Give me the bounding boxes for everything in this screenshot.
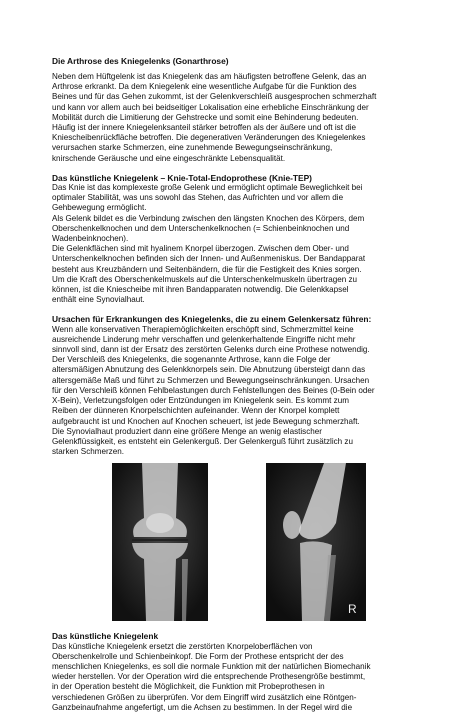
xray-side-marker: R [348,602,357,617]
tep-paragraph: Das Knie ist das komplexeste große Gelenk und ermöglicht optimale Beweglichkeit bei optimaler Stabilität, was uns sowohl das Stehen, das Aufrichten und vor allem die Gehbewegung ermöglicht. Als Gelenk bildet es die Verbindung zwischen den längsten Knochen des Körpers, dem Oberschenkelknochen und dem Unterschenkelknochen (= Schienbeinknochen und Wadenbeinknochen). Die Gelenkflächen sind mit hyalinem Knorpel überzogen. Zwischen dem Ober- und Unterschenkelknochen befinden sich der Innen- und Außenmeniskus. Der Bandapparat besteht aus Kreuzbändern und Seitenbändern, die für die Festigkeit des Knies sorgen. Um die Kraft des Oberschenkelmuskels auf die Unterschenkelmuskeln übertragen zu können, ist die Kniescheibe mit ihren Bandapparaten notwendig. Die Gelenkkapsel enthält eine Synovialhaut. [52,183,366,305]
causes-paragraph: Wenn alle konservativen Therapiemöglichkeiten erschöpft sind, Schmerzmittel keine ausreichende Linderung mehr verschaffen und gelenkerhaltende Eingriffe nicht mehr sinnvoll sind, dann ist der Ersatz des zerstörten Gelenks durch eine Prothese notwendig. Der Verschleiß des Kniegelenks, die sogenannte Arthrose, kann die Folge der altersmäßigen Abnutzung des Gelenkknorpels sein. Die Abnutzung übersteigt dann das altersgemäße Maß und führt zu Schmerzen und Bewegungseinschränkungen. Ursachen für den Verschleiß können Fehlbelastungen durch Fehlstellungen des Beines (0-Bein oder X-Bein), Verletzungsfolgen oder Entzündungen im Kniegelenk sein. Es kommt zum Reiben der dünneren Knorpelschichten aufeinander. Wenn der Knorpel komplett aufgebraucht ist und Knochen auf Knochen scheuert, ist jede Bewegung schmerzhaft. Die Synovialhaut produziert dann eine größere Menge an wenig elastischer Gelenkflüssigkeit, es entsteht ein Gelenkerguß. Der Gelenkerguß führt zusätzlich zu starken Schmerzen. [52,324,375,457]
knee-xray-side-image [266,463,366,621]
page-title: Die Arthrose des Kniegelenks (Gonarthrose) [52,56,229,66]
tep-heading: Das künstliche Kniegelenk – Knie-Total-Endoprothese (Knie-TEP) [52,172,312,183]
xray-figures [52,463,404,625]
artificial-knee-heading: Das künstliche Kniegelenk [52,631,159,642]
intro-paragraph: Neben dem Hüftgelenk ist das Kniegelenk das am häufigsten betroffene Gelenk, das an Arthrose erkrankt. Da dem Kniegelenk eine wesentliche Aufgabe für die Funktion des Beines und für das Gehen zukommt, ist der Gelenkverschleiß ausgesprochen schmerzhaft und kann vor allem auch bei beidseitiger Lokalisation eine erhebliche Einschränkung der Mobilität durch die Limitierung der Gehstrecke und somit eine Behinderung bedeuten. Häufig ist der innere Kniegelenksanteil stärker betroffen als der äußere und oft ist die Kniescheibenrückfläche betroffen. Die degenerativen Veränderungen des Kniegelenkes verursachen starke Schmerzen, eine zunehmende Bewegungseinschränkung, knirschende Geräusche und eine eingeschränkte Lebensqualität. [52,72,377,163]
document-body [52,56,404,713]
artificial-knee-paragraph: Das künstliche Kniegelenk ersetzt die zerstörten Knorpeloberflächen von Oberschenkelrolle und Schienbeinkopf. Die Form der Prothese entspricht der des menschlichen Kniegelenks, es soll die normale Funktion mit der natürlichen Biomechanik wieder herstellen. Vor der Operation wird die entsprechende Prothesengröße bestimmt, in der Operation besteht die Möglichkeit, die Funktion mit Probeprothesen in verschiedenen Größen zu überprüfen. Vor dem Eingriff wird zusätzlich eine Röntgen- Ganzbeinaufnahme angefertigt, um die Achsen zu bestimmen. In der Regel wird die [52,641,371,712]
causes-heading: Ursachen für Erkrankungen des Kniegelenks, die zu einem Gelenkersatz führen: [52,314,372,325]
knee-xray-front-image [112,463,208,621]
